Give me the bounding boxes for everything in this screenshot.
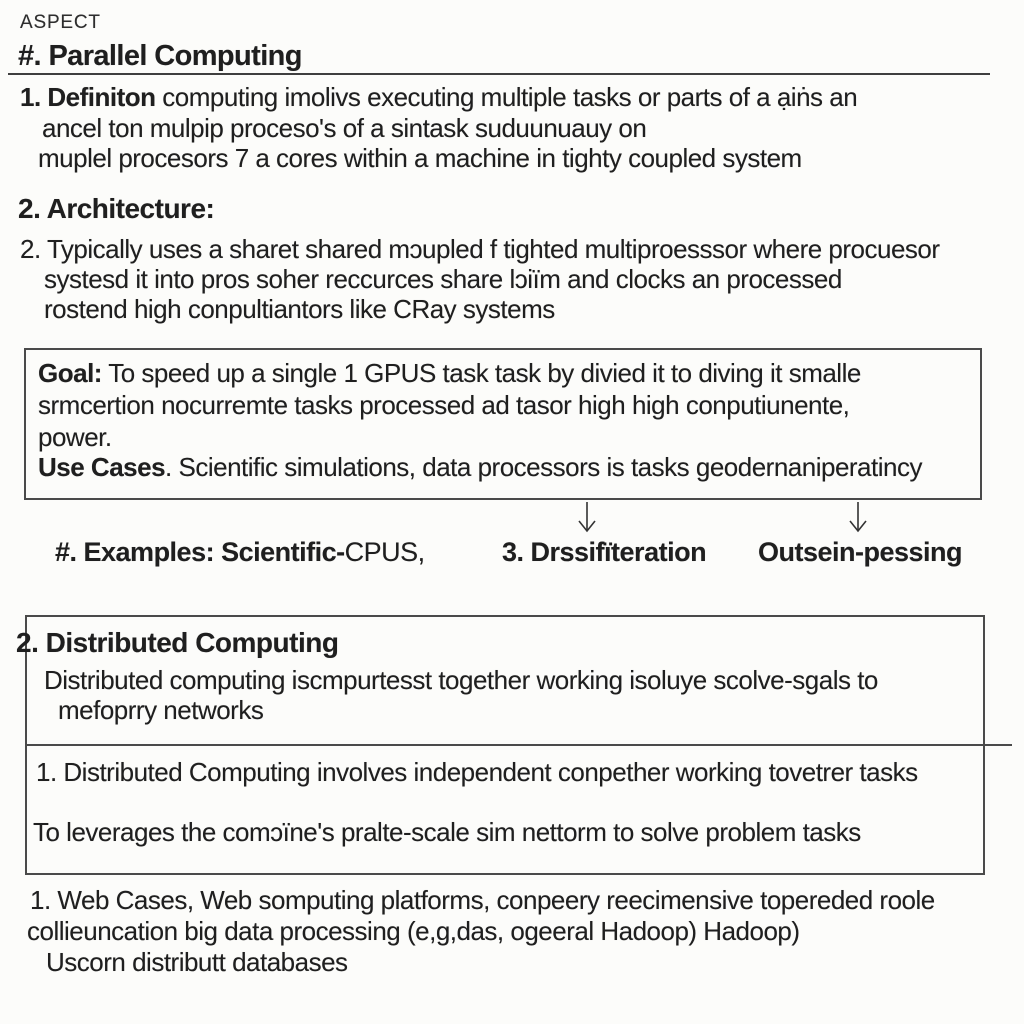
- distributed-section2-line-2: To leverages the comɔïne's pralte-scale sim nettorm to solve problem tasks: [33, 817, 861, 847]
- goal-label: Goal:: [38, 358, 102, 388]
- arrow-down-icon: [845, 502, 871, 541]
- architecture-line-3: rostend high conpultiantors like CRay systems: [44, 294, 555, 324]
- definition-line-3: muplel procesors 7 a cores within a machine in tighty coupled system: [38, 143, 802, 173]
- examples-value: CPUS,: [344, 537, 425, 567]
- examples-item-2: 3. Drssifïteration: [502, 537, 707, 567]
- aspect-label: ASPECT: [20, 12, 101, 33]
- arrow-down-icon: [574, 502, 600, 541]
- goal-line-2: srmcertion nocurremte tasks processed ad tasor high high conputiunente,: [38, 390, 850, 420]
- architecture-line-2: systesd it into pros soher reccurces share lɔiïm and clocks an processed: [44, 264, 842, 294]
- examples-item-1: [55, 537, 425, 568]
- definition-line-1: [20, 82, 857, 112]
- distributed-line-1: Distributed computing iscmpurtesst together working isoluye scolve-sgals to: [44, 665, 878, 695]
- distributed-heading: 2. Distributed Computing: [16, 627, 339, 658]
- goal-box: [24, 348, 982, 500]
- architecture-heading: 2. Architecture:: [18, 193, 215, 224]
- distributed-line-2: mefoprry networks: [58, 695, 264, 725]
- goal-line-1-text: To speed up a single 1 GPUS task task by divied it to diving it smalle: [101, 358, 861, 388]
- use-cases-text: . Scientific simulations, data processors is tasks geodernaniperatincy: [165, 452, 922, 482]
- page-title: #. Parallel Computing: [18, 40, 302, 72]
- distributed-section2-line-1: 1. Distributed Computing involves independent conpether working tovetrer tasks: [36, 757, 918, 787]
- goal-line-1: [38, 358, 861, 389]
- use-cases-line: [38, 452, 922, 483]
- definition-line-1-text: computing imolivs executing multiple tasks or parts of a ạiṅs an: [155, 82, 858, 112]
- definition-line-2: ancel ton mulpip proceso's of a sintask suduunuauy on: [42, 113, 647, 143]
- distributed-box-divider: [25, 744, 1012, 746]
- examples-label: #. Examples: Scientific-: [55, 537, 345, 567]
- footer-line-3: Uscorn distributt databases: [46, 947, 348, 977]
- footer-line-1: 1. Web Cases, Web somputing platforms, conpeery reecimensive topereded roole: [30, 885, 935, 915]
- title-underline: [8, 73, 990, 75]
- goal-line-3: power.: [38, 422, 112, 452]
- architecture-line-1: 2. Typically uses a sharet shared mɔupled f tighted multiproesssor where procuesor: [20, 234, 940, 264]
- footer-line-2: collieuncation big data processing (e,g,das, ogeeral Hadoop) Hadoop): [27, 916, 800, 946]
- definition-label: 1. Definiton: [20, 82, 156, 112]
- use-cases-label: Use Cases: [38, 452, 166, 482]
- examples-item-3: Outsein-pessing: [758, 537, 963, 567]
